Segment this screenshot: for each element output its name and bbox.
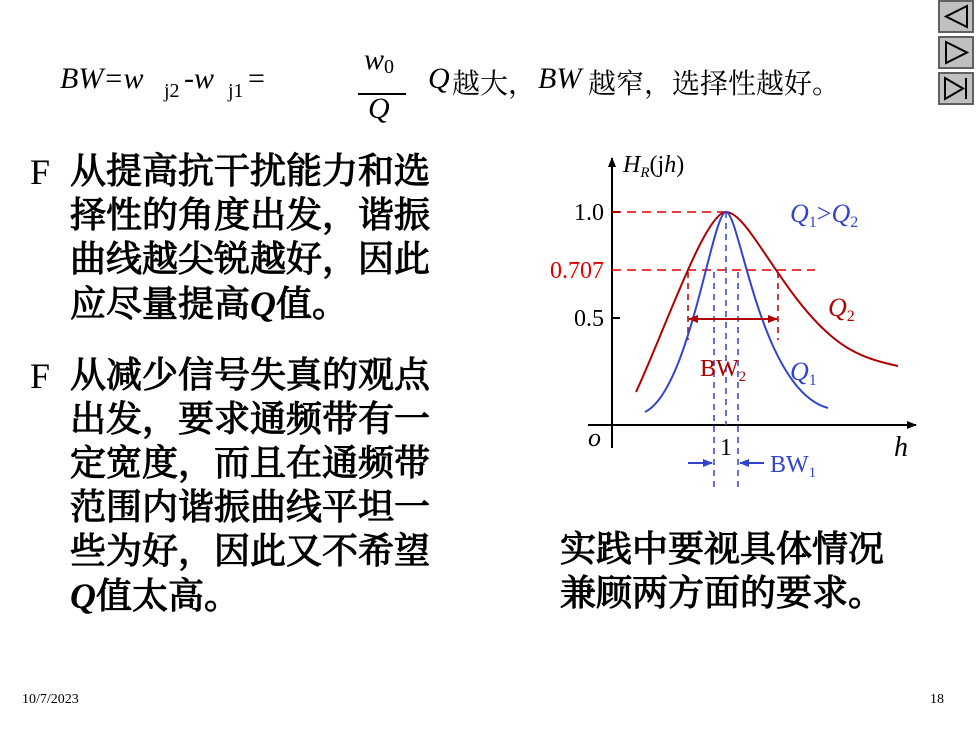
formula-equals: =	[248, 62, 265, 95]
bullet-marker-2: F	[30, 356, 51, 396]
formula-numerator: w	[364, 43, 385, 76]
conclusion-part1: 越大，	[452, 67, 537, 100]
bullet1-line: 曲线越尖锐越好，因此	[70, 239, 431, 280]
footer-date: 10/7/2023	[22, 692, 79, 707]
bullet2-line: 些为好，因此又不希望	[70, 531, 431, 572]
x-tick-label-1: 1	[720, 435, 732, 461]
curve-q2-label: Q2	[828, 293, 855, 325]
conclusion-bw: BW	[538, 62, 582, 95]
bullet2-q: Q	[70, 576, 96, 616]
bullet1-line: 择性的角度出发，谐振	[70, 195, 431, 236]
bw2-label: $BW_2$	[700, 356, 747, 385]
x-axis-label: h	[894, 432, 908, 463]
conclusion-q: Q	[428, 62, 450, 95]
curve-q1-label: Q1	[790, 357, 817, 389]
bullet1-last-pre: 应尽量提高	[70, 284, 251, 325]
curve-q2	[636, 212, 898, 392]
page-number: 18	[930, 692, 944, 707]
formula-bw-lhs: BW=w	[60, 62, 144, 95]
y-tick-label-1: 1.0	[574, 200, 604, 226]
practice-note	[560, 528, 884, 616]
bullet-marker-1: F	[30, 152, 51, 192]
bullet1-last-post: 值。	[276, 284, 349, 325]
bullet1-q: Q	[250, 284, 277, 324]
formula-denominator: Q	[368, 92, 390, 125]
y-axis-label: $H_R(jh)$	[623, 152, 685, 181]
q-comparison-label: Q1>Q2	[790, 199, 859, 231]
origin-label: o	[588, 423, 601, 452]
formula-numerator-sub: 0	[384, 56, 394, 78]
conclusion-part2: 越窄，选择性越好。	[588, 67, 841, 100]
note-line: 实践中要视具体情况	[560, 529, 885, 570]
formula-sub-j2: j2	[164, 80, 180, 102]
note-line: 兼顾两方面的要求。	[560, 573, 885, 614]
formula-minus-w: -w	[184, 62, 214, 95]
bullet1-line: 从提高抗干扰能力和选	[70, 151, 431, 192]
y-tick-label-05: 0.5	[574, 306, 604, 332]
bw1-label: $BW_1$	[770, 452, 817, 481]
bullet2-last-post: 值太高。	[96, 576, 241, 617]
bullet2-line: 范围内谐振曲线平坦一	[70, 487, 431, 528]
bullet2-line: 从减少信号失真的观点	[70, 355, 431, 396]
formula-sub-j1: j1	[228, 80, 244, 102]
bullet2-line: 定宽度，而且在通频带	[70, 443, 431, 484]
y-tick-label-0707: 0.707	[550, 258, 604, 284]
bullet2-line: 出发，要求通频带有一	[70, 399, 431, 440]
